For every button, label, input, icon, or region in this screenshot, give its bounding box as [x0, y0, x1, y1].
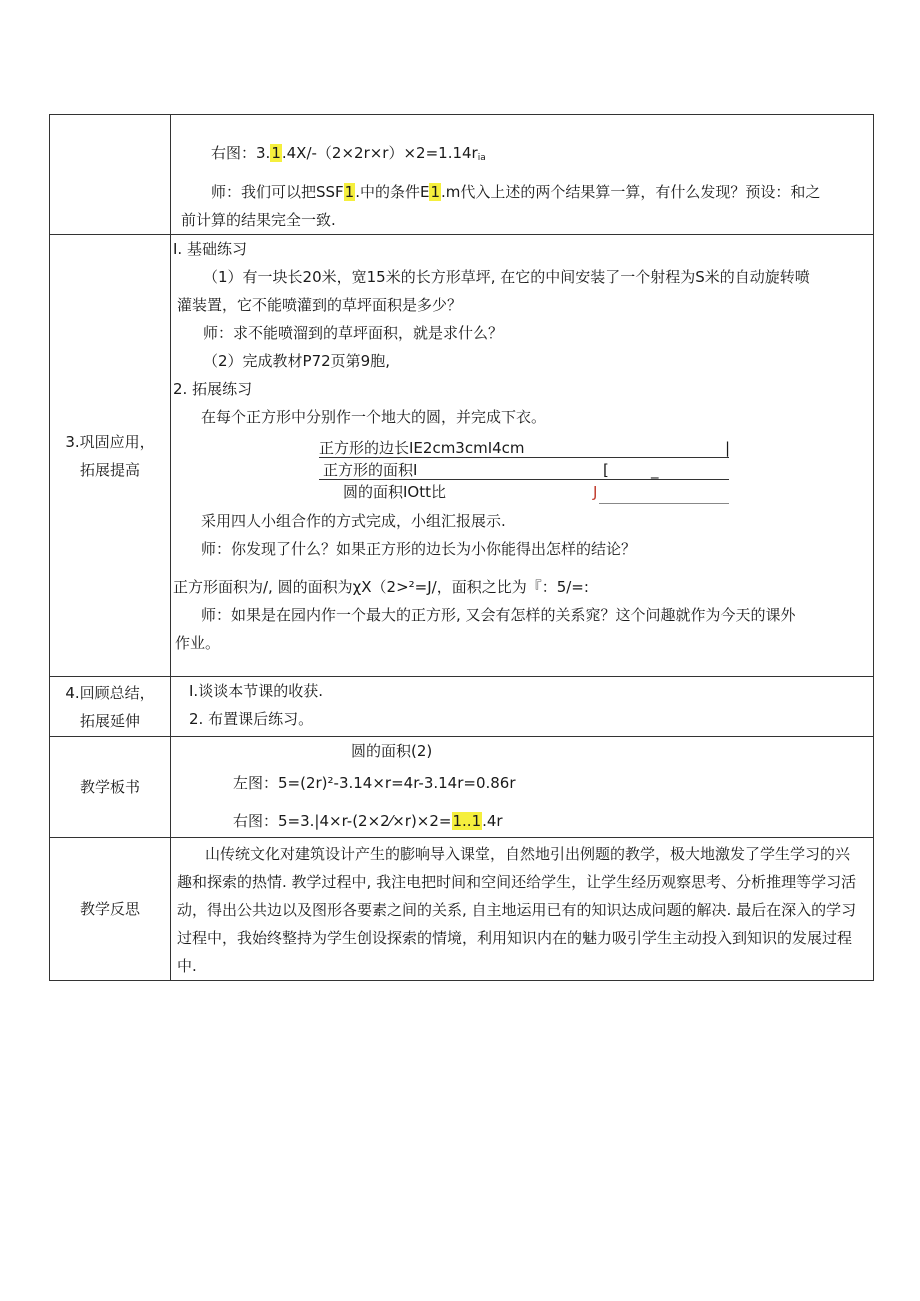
row-continuation	[50, 115, 874, 235]
teacher-question-3: 师：如果是在园内作一个最大的正方形, 又会有怎样的关系窕？这个问趣就作为今天的课外	[201, 606, 796, 624]
basic-practice-heading: I. 基础练习	[173, 240, 247, 258]
fill-table-row-square-area: 正方形的面积I [ _	[173, 459, 867, 481]
question-1-line-1: （1）有一块长20米，宽15米的长方形草坪, 在它的中间安装了一个射程为S米的自动旋转喷	[203, 268, 810, 286]
row-reflection	[50, 838, 874, 981]
teacher-question-1: 师：求不能喷溜到的草坪面积，就是求什么？	[203, 324, 504, 342]
group-work: 采用四人小组合作的方式完成，小组汇报展示.	[201, 512, 506, 530]
row-board	[50, 737, 874, 838]
circle-area-underline	[599, 481, 729, 504]
review-item-1: I.谈谈本节课的收获.	[189, 682, 323, 700]
board-left-figure: 左图：5=(2r)²-3.14×r=4r-3.14r=0.86r	[233, 774, 516, 792]
area-ratio-formula: 正方形面积为/, 圆的面积为χX（2>²=J/，面积之比为『：5/=:	[173, 578, 589, 596]
row-consolidate-content	[171, 235, 874, 677]
highlight-mark: 1	[271, 144, 281, 162]
teacher-question-2: 师：你发现了什么？如果正方形的边长为小你能得出怎样的结论？	[201, 540, 637, 558]
extension-practice-heading: 2. 拓展练习	[173, 380, 253, 398]
teacher-substitution: 师：我们可以把SSF1.中的条件E1.m代入上述的两个结果算一算，有什么发现？预设：和之	[211, 183, 821, 201]
lesson-plan-table	[49, 114, 874, 981]
fill-table-row-circle-area: 圆的面积IOtt比 J	[173, 481, 867, 503]
review-item-2: 2. 布置课后练习。	[189, 710, 314, 728]
highlight-mark: 1	[430, 183, 441, 201]
board-right-figure: 右图：5=3.|4×r-(2×2⁄×r)×2=1..1.4r	[233, 812, 503, 830]
row-continuation-content	[171, 115, 874, 235]
row-board-content	[171, 737, 874, 838]
row-board-label: 教学板书	[50, 737, 171, 838]
side-underline	[319, 437, 729, 458]
teacher-question-3-cont: 作业。	[175, 634, 221, 652]
row-consolidate	[50, 235, 874, 677]
reflection-text: 山传统文化对建筑设计产生的膨响导入课堂，自然地引出例题的教学，极大地激发了学生学习的兴趣和探索的热情. 教学过程中, 我注电把时间和空间还给学生，让学生经历观察思考、分析推理等学习活动，得出公共边以及图形各要素之间的关系, 自主地运用已有的知识达成问题的解决. 最后在深入的学习过程中，我始终整持为学生创设探索的情境，利用知识内在的魅力吸引学生主动投入到知识的发展过程中.	[177, 845, 857, 975]
row-reflection-label: 教学反思	[50, 838, 171, 981]
row-continuation-label	[50, 115, 171, 235]
row-review-content	[171, 677, 874, 737]
teacher-substitution-cont: 前计算的结果完全一致.	[181, 211, 336, 229]
row-review-label: 4.回顾总结，拓展延伸	[50, 677, 171, 737]
row-review	[50, 677, 874, 737]
question-1-line-2: 灌装置，它不能喷灌到的草坪面积是多少？	[177, 296, 463, 314]
right-figure-formula: 右图：$3.1.4X/-(2\times 2r\times r)\times 2=1.14r_{ia}$	[211, 144, 486, 163]
fill-table-row-side: 正方形的边长IE2cm3cmI4cm |	[319, 439, 731, 457]
row-reflection-content	[171, 838, 874, 981]
board-title: 圆的面积(2)	[351, 742, 433, 760]
square-area-underline	[319, 459, 729, 480]
highlight-mark: 1	[344, 183, 355, 201]
highlight-mark: 1..1	[452, 812, 482, 830]
question-2: （2）完成教材P72页第9胞,	[203, 352, 390, 370]
row-consolidate-label: 3.巩固应用，拓展提高	[50, 235, 171, 677]
extension-intro: 在每个正方形中分别作一个地大的圆，并完成下衣。	[201, 408, 547, 426]
